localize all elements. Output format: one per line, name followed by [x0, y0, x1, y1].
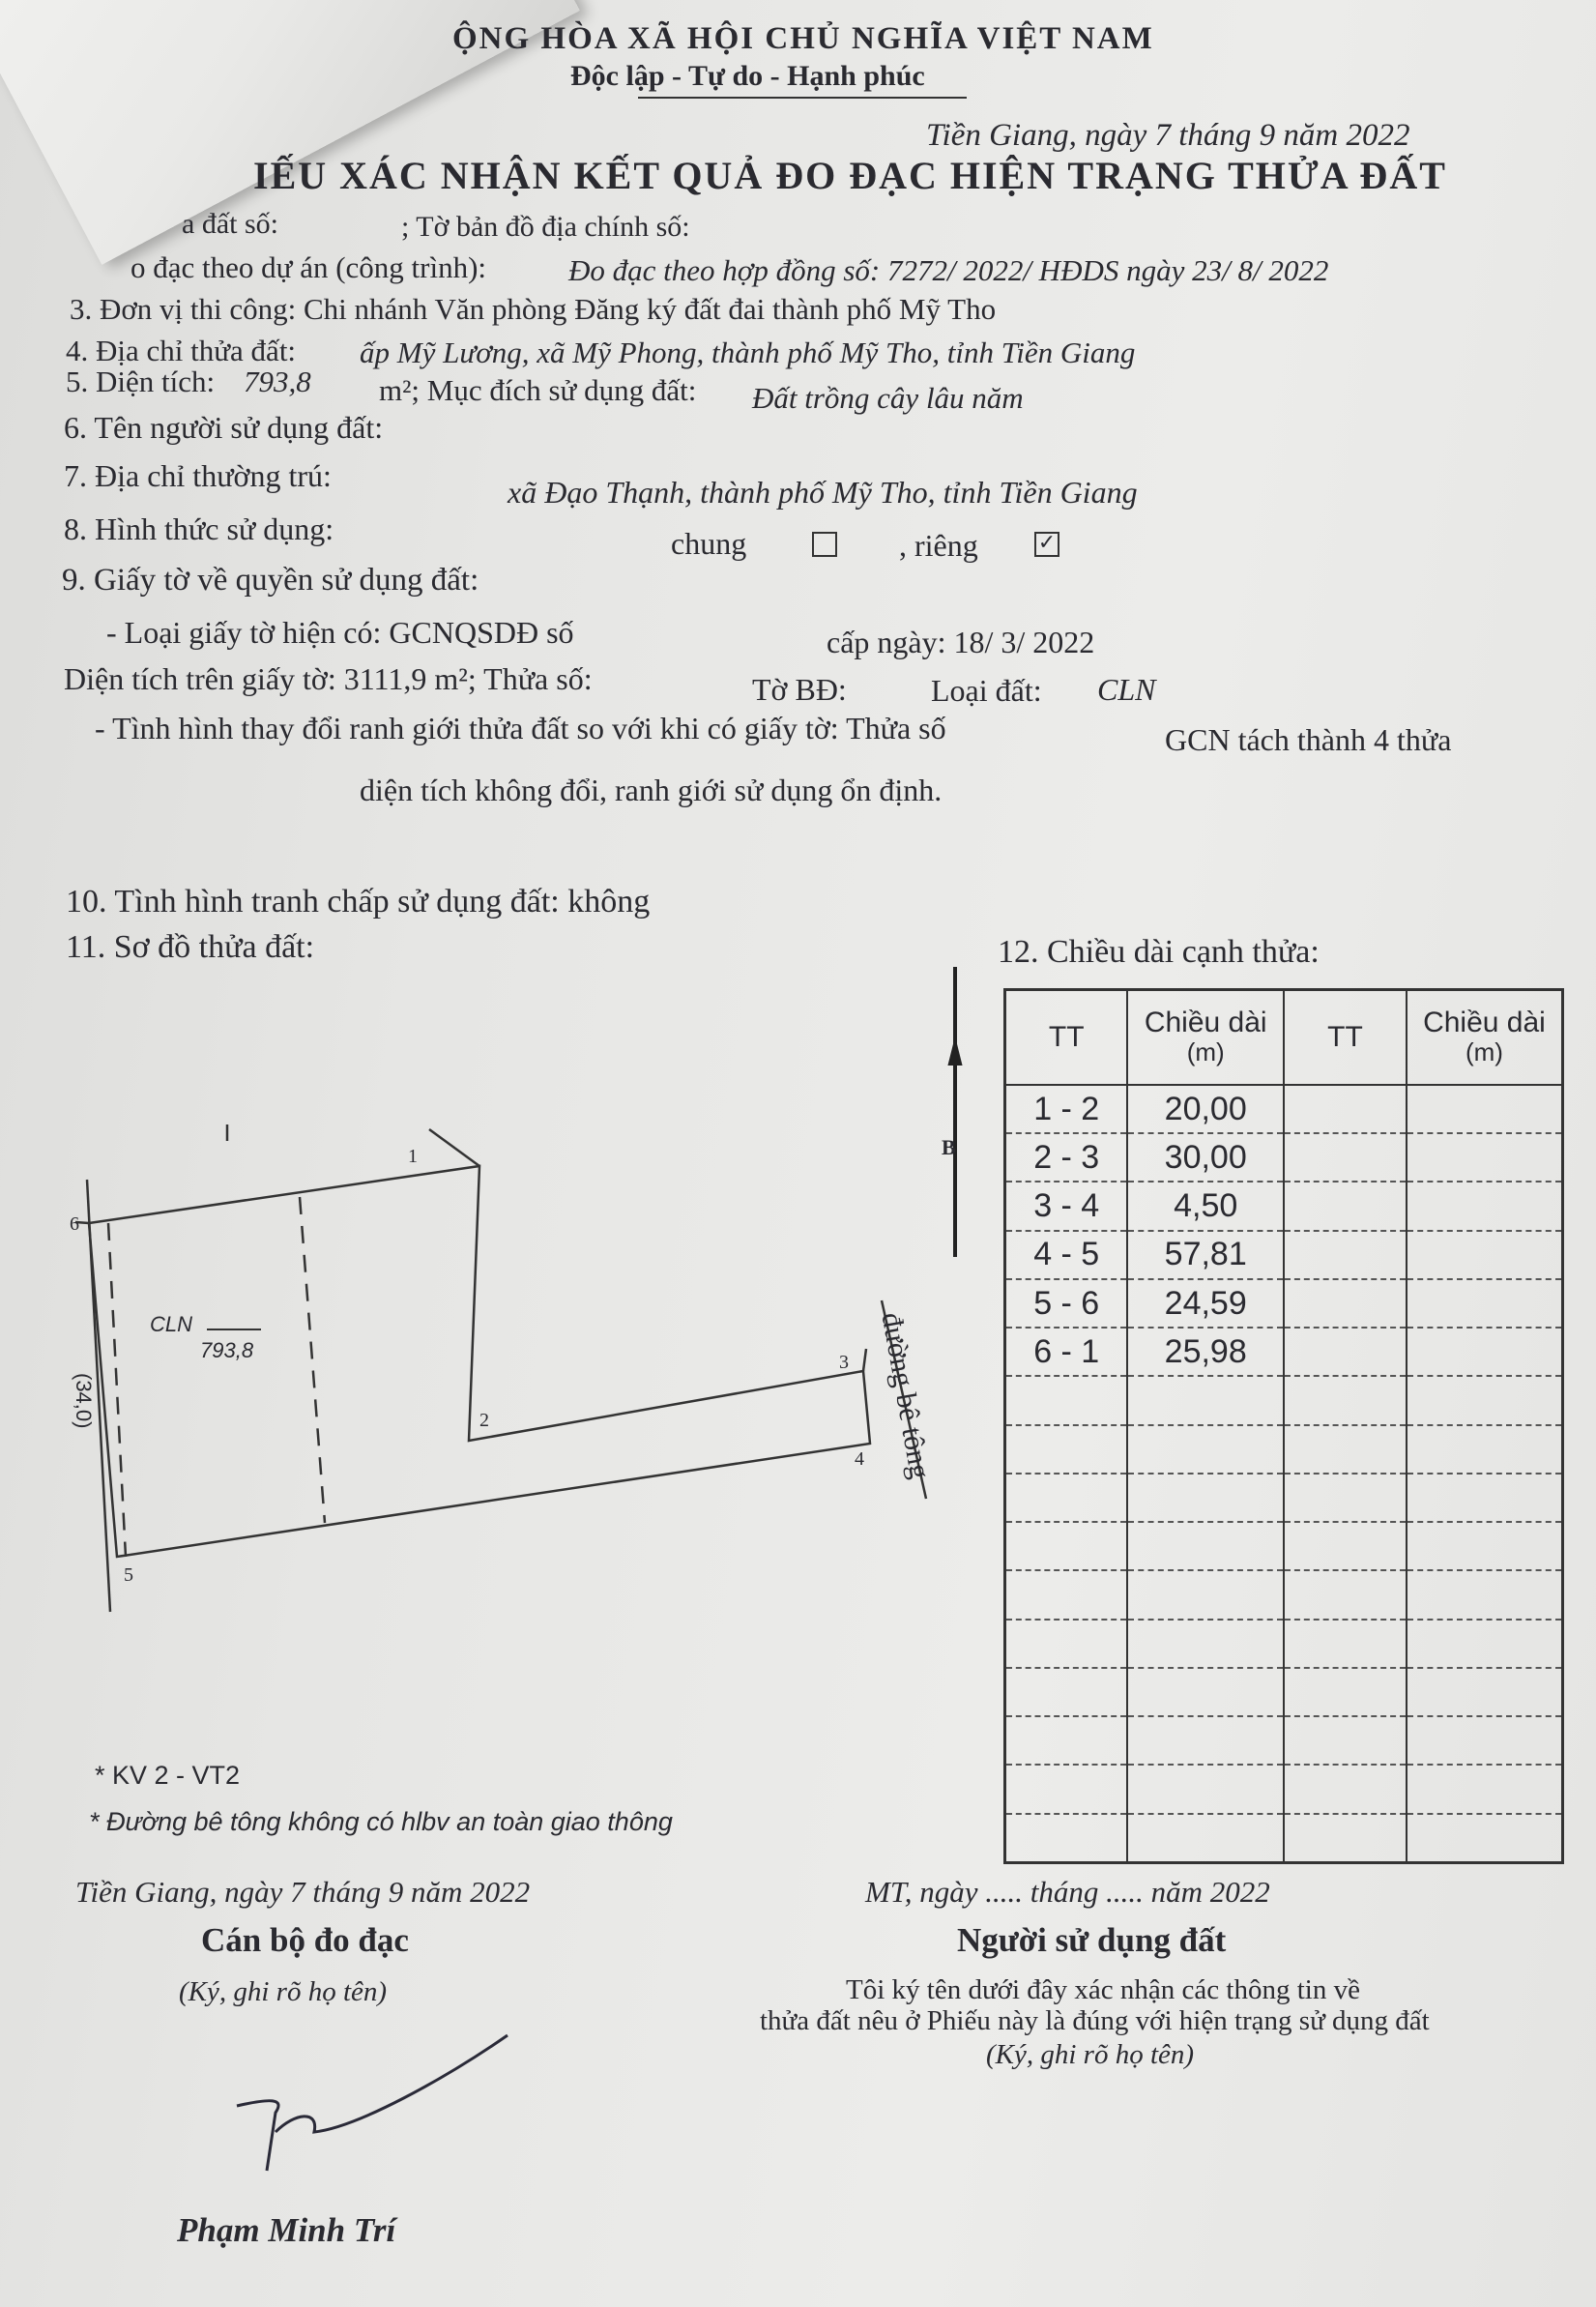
header-length-label-2: Chiều dài	[1423, 1007, 1546, 1038]
header-length-label: Chiều dài	[1144, 1007, 1267, 1038]
point-label-3: 3	[839, 1352, 849, 1373]
item-9-issue-date: cấp ngày: 18/ 3/ 2022	[827, 625, 1095, 659]
item-8-label: 8. Hình thức sử dụng:	[64, 511, 334, 546]
edge-id-cell	[1005, 1668, 1128, 1716]
edge-id-cell	[1005, 1716, 1128, 1765]
landowner-role: Người sử dụng đất	[957, 1921, 1227, 1959]
edge-length-cell	[1407, 1279, 1563, 1328]
date-place: Tiền Giang, ngày 7 tháng 9 năm 2022	[926, 118, 1410, 153]
point-label-2: 2	[479, 1410, 489, 1431]
edge-id-cell: 1 - 2	[1005, 1085, 1128, 1133]
edge-id-cell	[1005, 1376, 1128, 1424]
edge-length-cell	[1407, 1425, 1563, 1474]
item-5-purpose: Đất trồng cây lâu năm	[752, 381, 1024, 415]
table-row	[1005, 1279, 1563, 1328]
edge-id-cell	[1284, 1522, 1407, 1570]
edge-length-cell	[1127, 1522, 1284, 1570]
surveyor-signature	[232, 2021, 541, 2176]
edge-length-cell	[1407, 1765, 1563, 1813]
header-tt: TT	[1005, 990, 1128, 1086]
item-6-label: 6. Tên người sử dụng đất:	[64, 410, 384, 445]
edge-id-cell	[1284, 1765, 1407, 1813]
item-8-private-label: , riêng	[899, 528, 978, 563]
item-8-shared-label: chung	[671, 526, 747, 561]
point-label-5: 5	[124, 1564, 133, 1586]
edge-length-cell	[1127, 1814, 1284, 1863]
edge-id-cell	[1284, 1716, 1407, 1765]
item-9-label: 9. Giấy tờ về quyền sử dụng đất:	[62, 563, 479, 598]
item-5-area: 793,8	[244, 365, 311, 398]
edge-id-cell	[1284, 1376, 1407, 1424]
edge-length-cell	[1407, 1376, 1563, 1424]
edge-length-cell	[1127, 1716, 1284, 1765]
surveyor-sign-hint: (Ký, ghi rõ họ tên)	[179, 1976, 388, 2007]
edge-id-cell	[1005, 1814, 1128, 1863]
motto: Độc lập - Tự do - Hạnh phúc	[570, 60, 925, 92]
north-label: B	[942, 1135, 956, 1159]
parcel-area: 793,8	[200, 1338, 254, 1362]
boundary-extension	[863, 1349, 866, 1371]
header-length-2	[1407, 990, 1563, 1086]
landowner-statement-1: Tôi ký tên dưới đây xác nhận các thông tin về	[846, 1974, 1360, 2005]
item-11-label: 11. Sơ đồ thửa đất:	[66, 929, 315, 965]
edge-id-cell	[1005, 1425, 1128, 1474]
edge-id-cell	[1005, 1474, 1128, 1522]
edge-id-cell	[1284, 1328, 1407, 1376]
edge-length-cell: 20,00	[1127, 1085, 1284, 1133]
edge-id-cell: 4 - 5	[1005, 1231, 1128, 1279]
item-9-map-sheet: Tờ BĐ:	[752, 672, 847, 707]
table-row	[1005, 1425, 1563, 1474]
item-9-change-value: GCN tách thành 4 thửa	[1165, 722, 1452, 757]
table-row	[1005, 1570, 1563, 1619]
edge-length-cell	[1407, 1522, 1563, 1570]
nation-heading: ỘNG HÒA XÃ HỘI CHỦ NGHĨA VIỆT NAM	[452, 21, 1154, 56]
header-length	[1127, 990, 1284, 1086]
edge-id-cell	[1284, 1814, 1407, 1863]
edge-length-cell: 4,50	[1127, 1182, 1284, 1230]
table-row	[1005, 1668, 1563, 1716]
edge-length-cell: 30,00	[1127, 1133, 1284, 1182]
table-row	[1005, 1716, 1563, 1765]
item-9-change: - Tình hình thay đổi ranh giới thửa đất so với khi có giấy tờ: Thửa số	[95, 711, 946, 745]
item-1-map-sheet: ; Tờ bản đồ địa chính số:	[401, 211, 690, 243]
item-5-purpose-label: m²; Mục đích sử dụng đất:	[379, 373, 697, 407]
shared-checkbox	[812, 532, 837, 557]
edge-id-cell	[1284, 1085, 1407, 1133]
landowner-statement-2: thửa đất nêu ở Phiếu này là đúng với hiện trạng sử dụng đất	[760, 2005, 1430, 2036]
edge-length-cell	[1407, 1085, 1563, 1133]
edge-id-cell: 6 - 1	[1005, 1328, 1128, 1376]
table-row	[1005, 1182, 1563, 1230]
edge-length-cell	[1407, 1474, 1563, 1522]
landowner-sign-hint: (Ký, ghi rõ họ tên)	[986, 2039, 1195, 2070]
edge-length-cell	[1127, 1570, 1284, 1619]
surveyor-name: Phạm Minh Trí	[177, 2211, 396, 2249]
table-row	[1005, 1085, 1563, 1133]
table-row	[1005, 1328, 1563, 1376]
edge-length-cell	[1407, 1620, 1563, 1668]
edge-length-cell	[1407, 1328, 1563, 1376]
surveyor-role: Cán bộ đo đạc	[201, 1921, 409, 1959]
table-row	[1005, 1620, 1563, 1668]
edge-id-cell	[1284, 1668, 1407, 1716]
edge-id-cell	[1005, 1570, 1128, 1619]
edge-length-cell	[1407, 1814, 1563, 1863]
item-9-change-detail: diện tích không đổi, ranh giới sử dụng ổn định.	[360, 773, 943, 807]
side-length-label: (34,0)	[72, 1373, 96, 1429]
item-10-dispute: 10. Tình hình tranh chấp sử dụng đất: không	[66, 884, 651, 920]
parcel-code-line	[207, 1329, 261, 1330]
checkmark-icon: ✓	[1037, 531, 1057, 555]
header-tt-2: TT	[1284, 990, 1407, 1086]
edge-length-cell: 57,81	[1127, 1231, 1284, 1279]
item-5-label: 5. Diện tích:	[66, 365, 216, 398]
item-7-label: 7. Địa chỉ thường trú:	[64, 458, 332, 493]
edge-length-cell	[1127, 1668, 1284, 1716]
edge-id-cell	[1284, 1231, 1407, 1279]
edge-id-cell	[1284, 1133, 1407, 1182]
edge-id-cell	[1005, 1522, 1128, 1570]
north-arrow	[950, 967, 960, 1257]
edge-id-cell	[1005, 1765, 1128, 1813]
item-4-address: ấp Mỹ Lương, xã Mỹ Phong, thành phố Mỹ Tho, tỉnh Tiền Giang	[360, 336, 1136, 369]
point-label-1: 1	[408, 1146, 418, 1167]
point-label-6: 6	[70, 1213, 79, 1235]
item-4-label: 4. Địa chỉ thửa đất:	[66, 334, 297, 367]
edge-id-cell: 2 - 3	[1005, 1133, 1128, 1182]
edge-length-cell	[1127, 1376, 1284, 1424]
edge-length-cell	[1407, 1668, 1563, 1716]
edge-id-cell	[1284, 1279, 1407, 1328]
header-length-unit-2: (m)	[1465, 1037, 1503, 1066]
table-row	[1005, 1376, 1563, 1424]
note-road: * Đường bê tông không có hlbv an toàn giao thông	[89, 1807, 673, 1836]
item-9-land-type: CLN	[1097, 672, 1156, 707]
edge-length-cell: 25,98	[1127, 1328, 1284, 1376]
landowner-date: MT, ngày ..... tháng ..... năm 2022	[865, 1875, 1270, 1909]
table-row	[1005, 1231, 1563, 1279]
road-label: đường bê tông	[875, 1310, 937, 1481]
edge-id-cell: 3 - 4	[1005, 1182, 1128, 1230]
edge-id-cell	[1284, 1425, 1407, 1474]
edge-length-cell	[1127, 1765, 1284, 1813]
parcel-code: CLN	[150, 1312, 193, 1336]
document-title: IẾU XÁC NHẬN KẾT QUẢ ĐO ĐẠC HIỆN TRẠNG THỬA ĐẤT	[253, 154, 1447, 197]
table-row	[1005, 1522, 1563, 1570]
edge-length-cell: 24,59	[1127, 1279, 1284, 1328]
point-label-4: 4	[855, 1448, 864, 1470]
edge-id-cell: 5 - 6	[1005, 1279, 1128, 1328]
edge-length-table	[1003, 988, 1564, 1864]
table-row	[1005, 1133, 1563, 1182]
note-zone: * KV 2 - VT2	[95, 1761, 241, 1790]
item-9-cert-area: Diện tích trên giấy tờ: 3111,9 m²; Thửa số:	[64, 661, 593, 696]
inner-division	[108, 1223, 126, 1557]
edge-length-cell	[1407, 1231, 1563, 1279]
item-2-contract: Đo đạc theo hợp đồng số: 7272/ 2022/ HĐDS ngày 23/ 8/ 2022	[568, 253, 1329, 287]
edge-id-cell	[1284, 1474, 1407, 1522]
header-length-unit: (m)	[1186, 1037, 1225, 1066]
item-9-cert-type: - Loại giấy tờ hiện có: GCNQSDĐ số	[106, 615, 574, 650]
edge-length-cell	[1407, 1133, 1563, 1182]
table-row	[1005, 1474, 1563, 1522]
item-7-address: xã Đạo Thạnh, thành phố Mỹ Tho, tỉnh Tiền Giang	[508, 475, 1138, 510]
edge-id-cell	[1284, 1182, 1407, 1230]
item-1-label: a đất số:	[182, 208, 278, 240]
boundary-extension	[429, 1129, 479, 1166]
edge-length-cell	[1127, 1474, 1284, 1522]
edge-id-cell	[1005, 1620, 1128, 1668]
edge-length-cell	[1407, 1716, 1563, 1765]
edge-length-cell	[1407, 1570, 1563, 1619]
edge-id-cell	[1284, 1620, 1407, 1668]
table-row	[1005, 1814, 1563, 1863]
edge-id-cell	[1284, 1570, 1407, 1619]
table-header-row	[1005, 990, 1563, 1086]
edge-length-cell	[1127, 1425, 1284, 1474]
motto-underline	[638, 97, 967, 99]
item-9-land-type-label: Loại đất:	[931, 673, 1042, 708]
edge-length-cell	[1407, 1182, 1563, 1230]
table-row	[1005, 1765, 1563, 1813]
item-3-unit: 3. Đơn vị thi công: Chi nhánh Văn phòng Đăng ký đất đai thành phố Mỹ Tho	[70, 292, 997, 326]
inner-division	[300, 1197, 325, 1523]
item-12-label: 12. Chiều dài cạnh thửa:	[998, 934, 1320, 970]
surveyor-date: Tiền Giang, ngày 7 tháng 9 năm 2022	[75, 1875, 531, 1909]
private-checkbox	[1034, 532, 1059, 557]
edge-length-cell	[1127, 1620, 1284, 1668]
item-2-label: o đạc theo dự án (công trình):	[131, 250, 487, 284]
